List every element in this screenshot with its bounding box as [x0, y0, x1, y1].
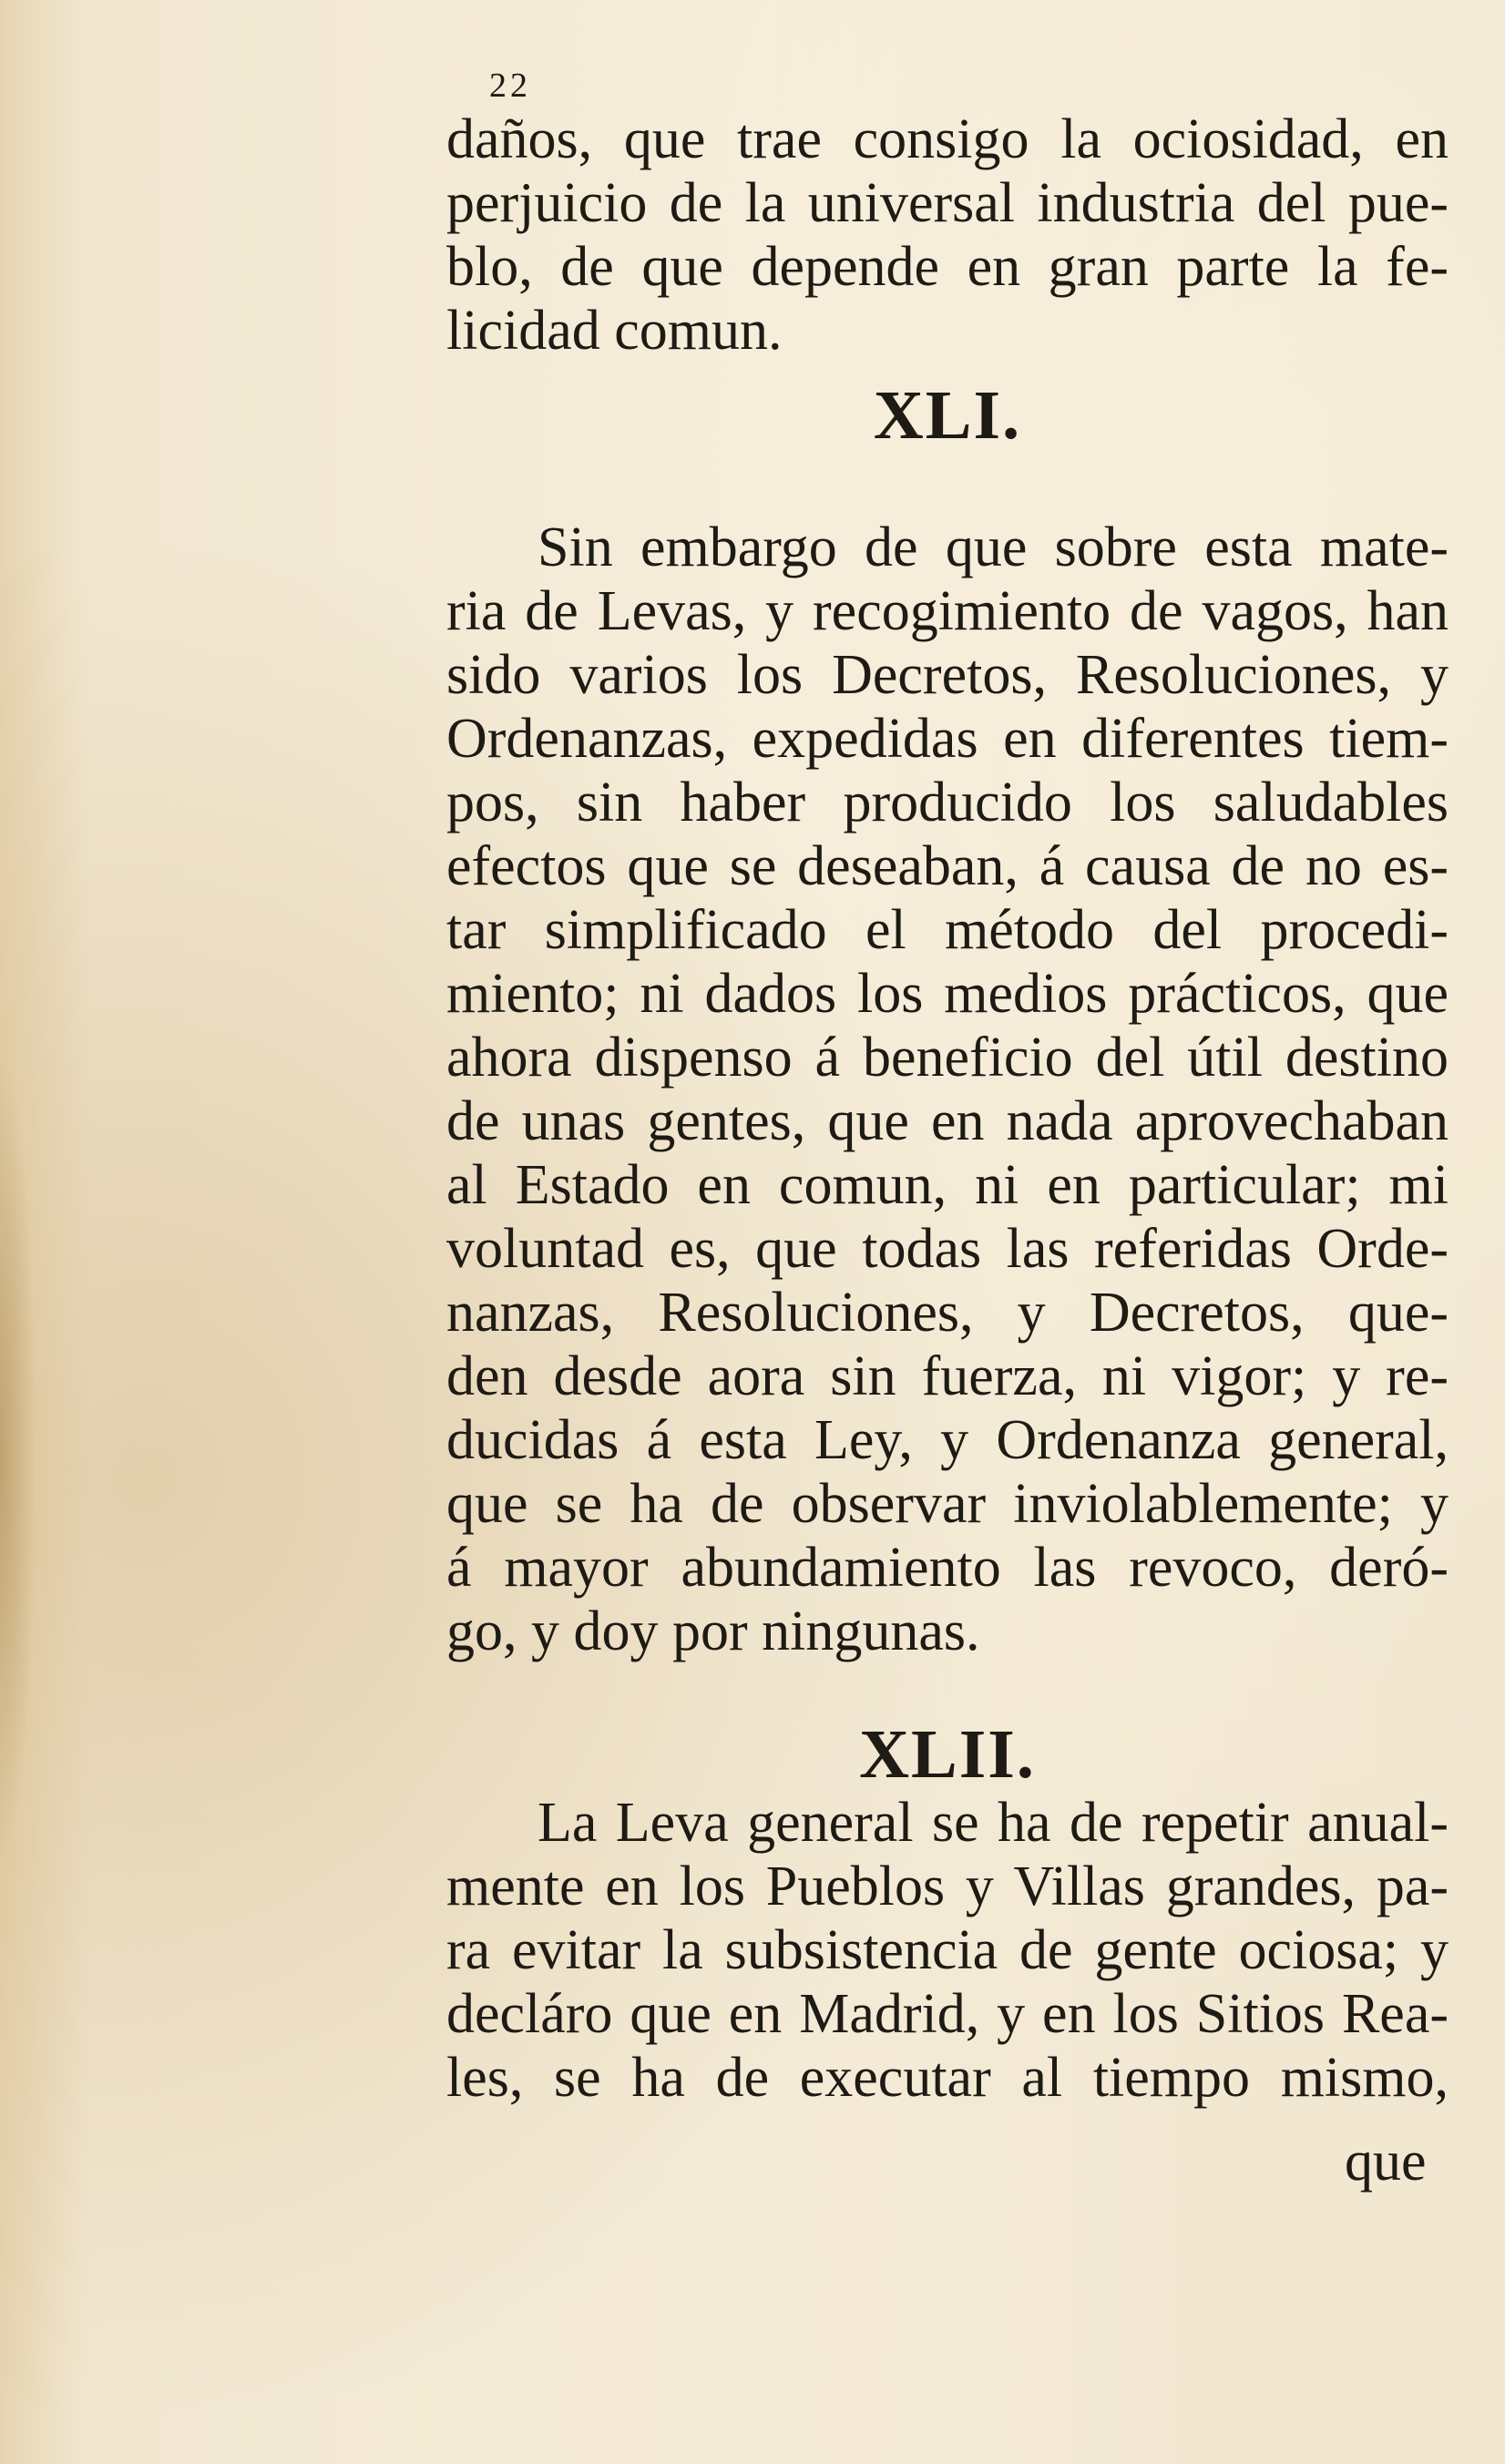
text-line: perjuicio de la universal industria del pue- — [446, 172, 1449, 234]
text-line: blo, de que depende en gran parte la fe- — [446, 236, 1449, 298]
text-line: de unas gentes, que en nada aprovechaban — [446, 1090, 1449, 1152]
text-line: miento; ni dados los medios prácticos, que — [446, 963, 1449, 1025]
section-heading-xlii: XLII. — [859, 1716, 1036, 1793]
text-block — [446, 107, 1449, 2110]
text-line: mente en los Pueblos y Villas grandes, pa- — [446, 1856, 1449, 1917]
text-line: sido varios los Decretos, Resoluciones, y — [446, 644, 1449, 706]
text-line: á mayor abundamiento las revoco, deró- — [446, 1537, 1449, 1599]
paper-stain — [0, 1048, 36, 1867]
text-line: licidad comun. — [446, 300, 783, 362]
text-line: pos, sin haber producido los saludables — [446, 772, 1449, 833]
text-line: voluntad es, que todas las referidas Orde- — [446, 1218, 1449, 1280]
text-line: que se ha de observar inviolablemente; y — [446, 1473, 1449, 1535]
text-line: Sin embargo de que sobre esta mate- — [538, 516, 1449, 578]
text-line: den desde aora sin fuerza, ni vigor; y re- — [446, 1345, 1449, 1407]
text-line: les, se ha de executar al tiempo mismo, — [446, 2047, 1449, 2109]
text-line: ahora dispenso á beneficio del útil destino — [446, 1027, 1449, 1089]
text-line: ria de Levas, y recogimiento de vagos, han — [446, 580, 1449, 642]
page-number: 22 — [489, 66, 531, 105]
text-line: go, y doy por ningunas. — [446, 1600, 980, 1662]
text-line: tar simplificado el método del procedi- — [446, 899, 1449, 961]
section-heading-xli: XLI. — [873, 377, 1022, 454]
text-line: ra evitar la subsistencia de gente ociosa; y — [446, 1919, 1449, 1981]
text-line: efectos que se deseaban, á causa de no es- — [446, 835, 1449, 897]
text-line: nanzas, Resoluciones, y Decretos, que- — [446, 1282, 1449, 1344]
text-line: Ordenanzas, expedidas en diferentes tiem- — [446, 708, 1449, 770]
text-line: al Estado en comun, ni en particular; mi — [446, 1154, 1449, 1216]
text-line: ducidas á esta Ley, y Ordenanza general, — [446, 1409, 1449, 1471]
catchword: que — [1345, 2131, 1427, 2193]
text-line: daños, que trae consigo la ociosidad, en — [446, 108, 1449, 170]
text-line: decláro que en Madrid, y en los Sitios Rea- — [446, 1983, 1449, 2045]
text-line: La Leva general se ha de repetir anual- — [538, 1792, 1449, 1854]
